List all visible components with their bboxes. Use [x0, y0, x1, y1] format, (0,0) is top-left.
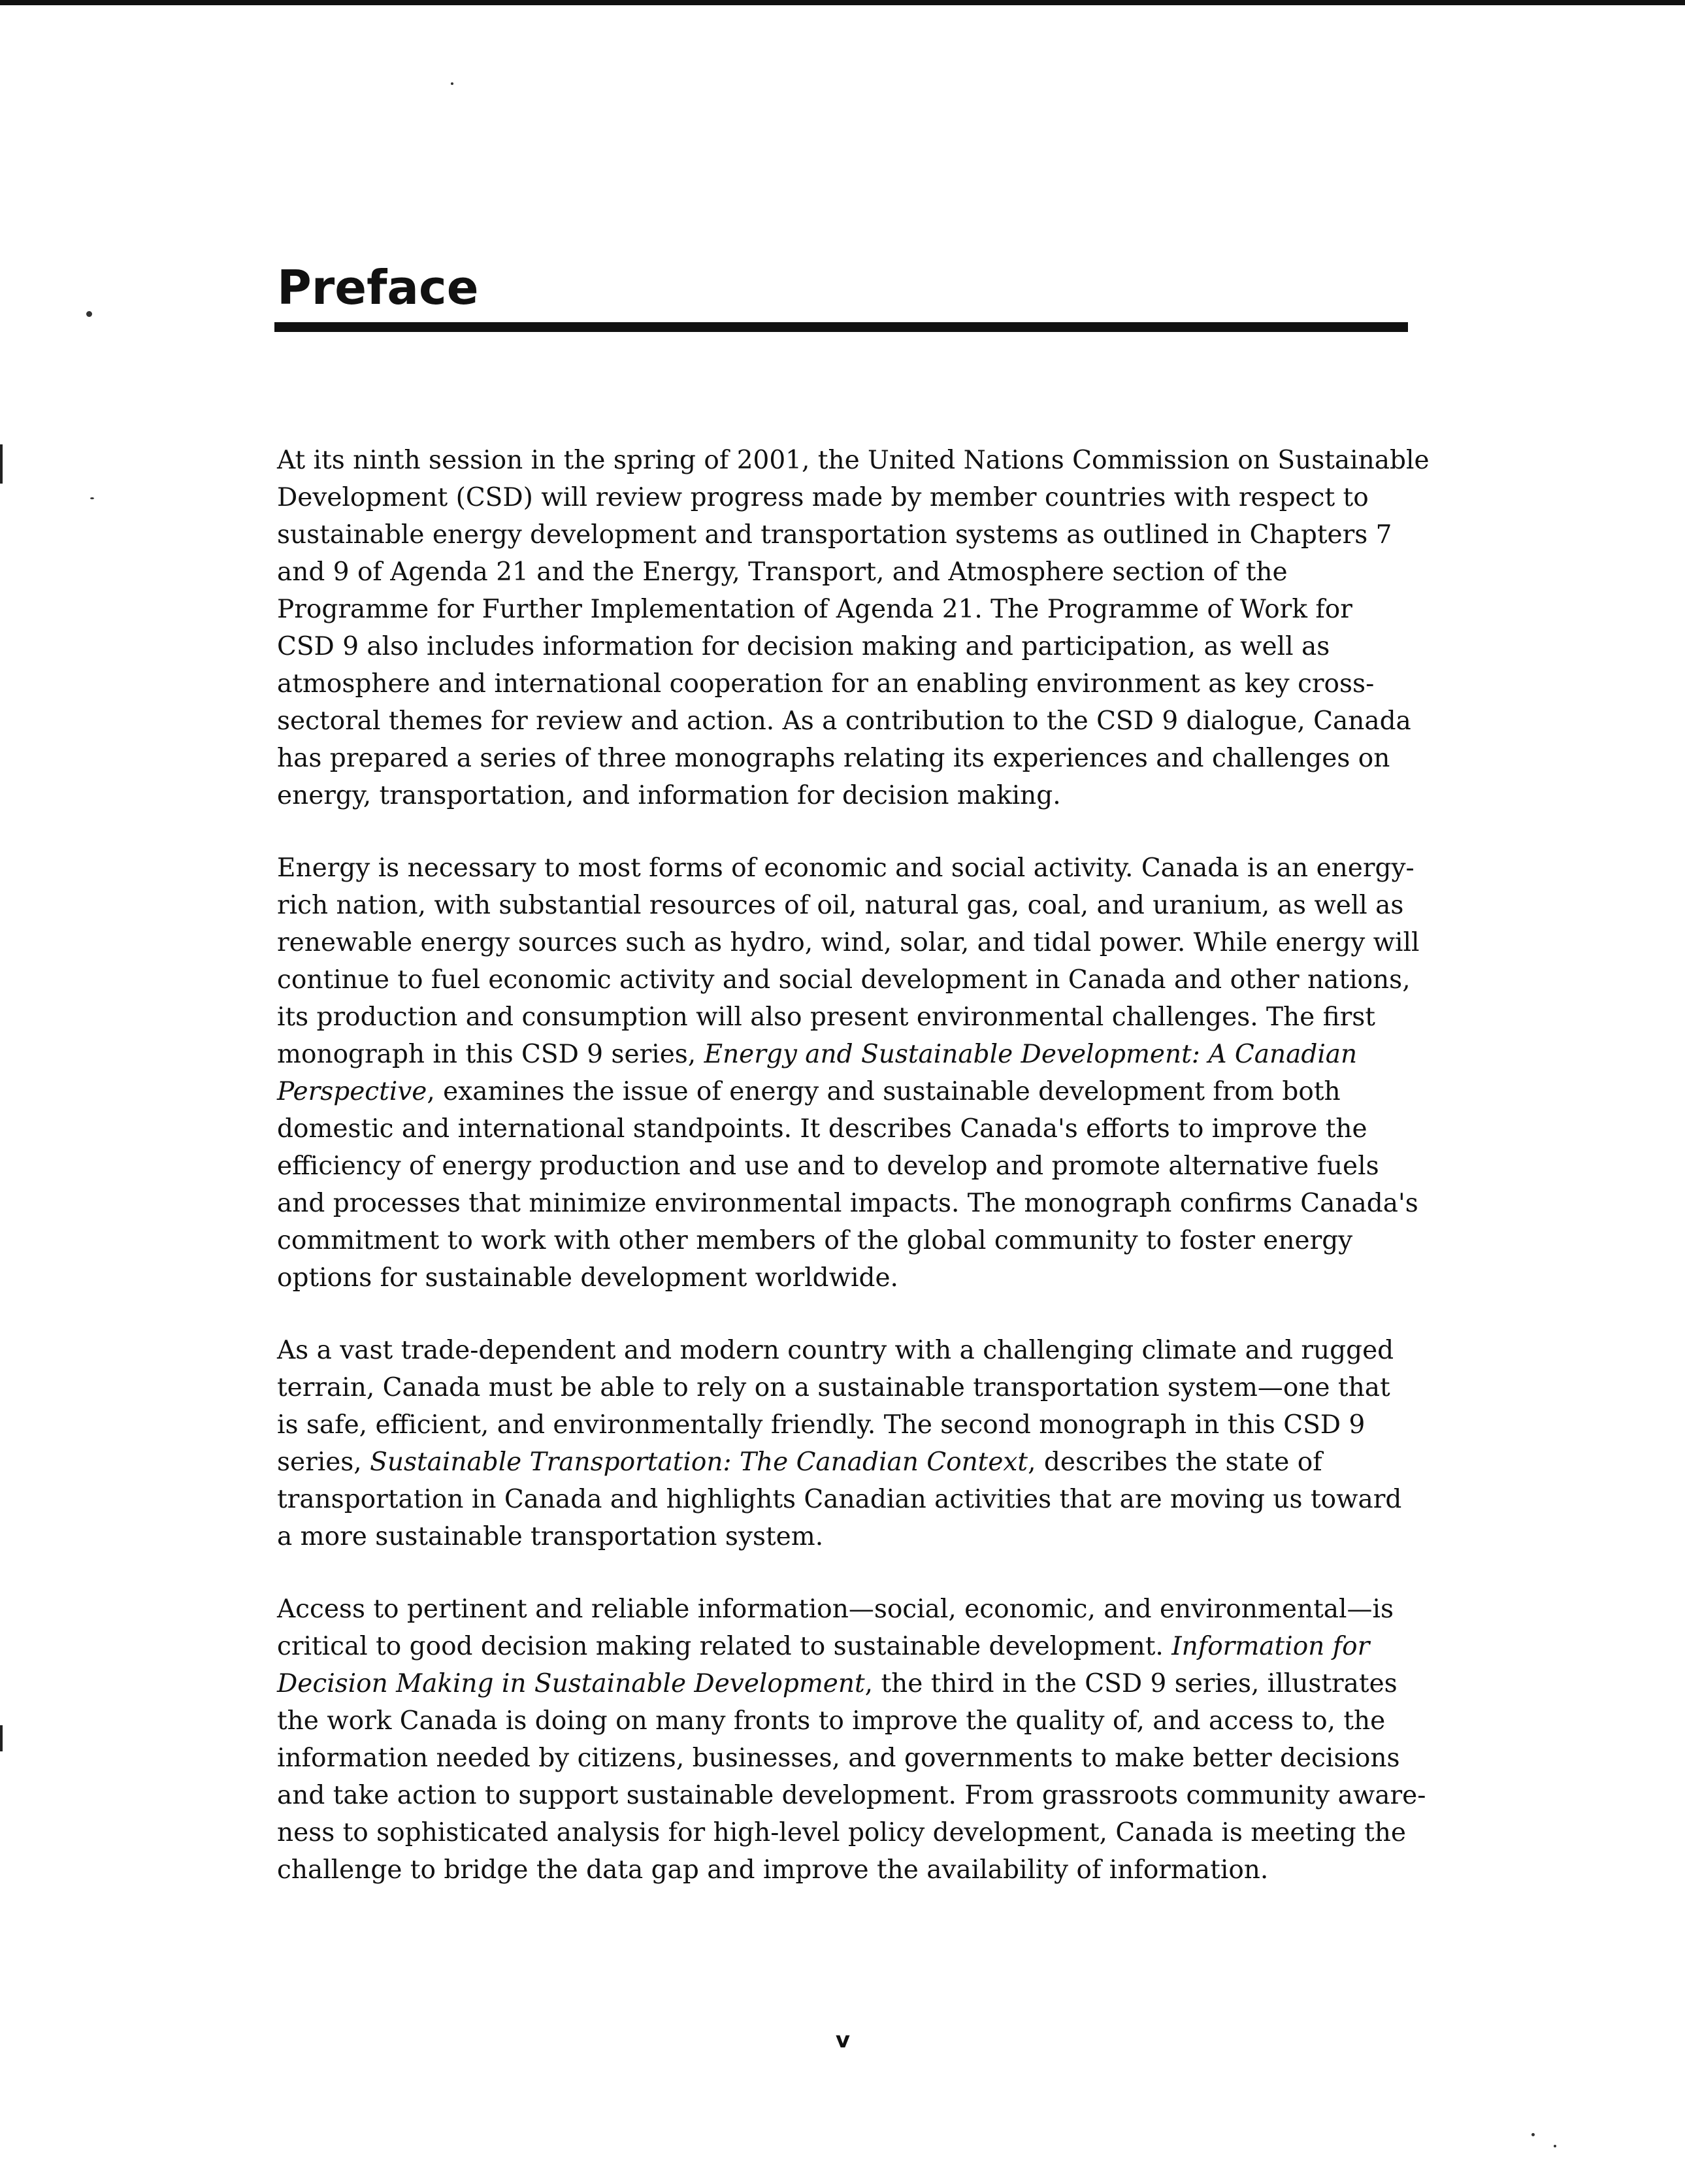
paragraph-3: [277, 1332, 1414, 1555]
text-line: the work Canada is doing on many fronts to improve the quality of, and access to, the: [277, 1706, 1386, 1736]
paragraph-1: [277, 442, 1430, 814]
text-line: continue to fuel economic activity and social development in Canada and other nations,: [277, 965, 1411, 995]
text-line: [277, 1665, 1414, 1702]
monograph-title-energy-cont: Perspective: [277, 1077, 427, 1106]
text-line: challenge to bridge the data gap and improve the availability of information.: [277, 1855, 1269, 1885]
text-line: and processes that minimize environmental impacts. The monograph confirms Canada's: [277, 1189, 1418, 1218]
page-number: v: [835, 2027, 851, 2053]
text-segment: monograph in this CSD 9 series,: [277, 1040, 704, 1069]
scan-speck: [86, 311, 92, 317]
text-line: renewable energy sources such as hydro, wind, solar, and tidal power. While energy will: [277, 928, 1420, 957]
page-heading: Preface: [277, 260, 479, 315]
monograph-title-information-cont: Decision Making in Sustainable Development: [277, 1669, 865, 1698]
body-text: [277, 442, 1430, 1924]
text-line: [277, 1036, 1414, 1073]
text-line: and take action to support sustainable development. From grassroots community aware-: [277, 1781, 1426, 1810]
text-line: ness to sophisticated analysis for high-level policy development, Canada is meeting the: [277, 1818, 1406, 1847]
text-line: efficiency of energy production and use and to develop and promote alternative fuels: [277, 1151, 1379, 1181]
scan-speck: [451, 82, 453, 85]
text-line: atmosphere and international cooperation for an enabling environment as key cross-: [277, 669, 1375, 699]
text-segment: , the third in the CSD 9 series, illustrates: [864, 1669, 1398, 1698]
text-line: [277, 1073, 1414, 1110]
text-line: [277, 1444, 1414, 1481]
text-segment: series,: [277, 1448, 370, 1477]
text-line: sustainable energy development and transportation systems as outlined in Chapters 7: [277, 520, 1392, 550]
text-line: terrain, Canada must be able to rely on a sustainable transportation system—one that: [277, 1373, 1390, 1402]
text-line: information needed by citizens, businesses, and governments to make better decisions: [277, 1744, 1400, 1773]
text-line: and 9 of Agenda 21 and the Energy, Transport, and Atmosphere section of the: [277, 557, 1288, 587]
text-segment: , examines the issue of energy and sustainable development from both: [427, 1077, 1341, 1106]
text-line: has prepared a series of three monographs relating its experiences and challenges on: [277, 744, 1390, 773]
paragraph-4: [277, 1591, 1426, 1889]
scan-top-border: [0, 0, 1685, 5]
text-line: As a vast trade-dependent and modern country with a challenging climate and rugged: [277, 1336, 1394, 1365]
paragraph-2: [277, 850, 1420, 1297]
scan-edge-mark: [0, 444, 3, 484]
text-line: domestic and international standpoints. It describes Canada's efforts to improve the: [277, 1114, 1367, 1144]
text-line: Access to pertinent and reliable information—social, economic, and environmental—is: [277, 1595, 1394, 1624]
text-line: CSD 9 also includes information for decision making and participation, as well as: [277, 632, 1330, 661]
text-line: energy, transportation, and information for decision making.: [277, 781, 1061, 810]
text-segment: , describes the state of: [1028, 1448, 1322, 1477]
text-line: At its ninth session in the spring of 2001, the United Nations Commission on Sustainable: [277, 446, 1430, 475]
text-line: Development (CSD) will review progress made by member countries with respect to: [277, 483, 1369, 512]
text-line: a more sustainable transportation system.: [277, 1522, 824, 1551]
text-line: transportation in Canada and highlights Canadian activities that are moving us toward: [277, 1485, 1402, 1514]
text-line: is safe, efficient, and environmentally friendly. The second monograph in this CSD 9: [277, 1410, 1366, 1440]
scan-speck: [90, 497, 94, 499]
monograph-title-information: Information for: [1171, 1632, 1370, 1661]
text-line: Energy is necessary to most forms of economic and social activity. Canada is an energy-: [277, 853, 1415, 883]
text-line: its production and consumption will also present environmental challenges. The first: [277, 1002, 1375, 1032]
text-line: sectoral themes for review and action. As a contribution to the CSD 9 dialogue, Canada: [277, 706, 1411, 736]
monograph-title-energy: Energy and Sustainable Development: A Canadian: [704, 1040, 1358, 1069]
scan-speck: [1554, 2145, 1556, 2147]
text-segment: critical to good decision making related to sustainable development.: [277, 1632, 1172, 1661]
heading-rule: [274, 322, 1408, 332]
text-line: rich nation, with substantial resources of oil, natural gas, coal, and uranium, as well as: [277, 891, 1404, 920]
text-line: options for sustainable development worldwide.: [277, 1263, 898, 1293]
scan-edge-mark: [0, 1725, 3, 1751]
monograph-title-transportation: Sustainable Transportation: The Canadian Context: [370, 1448, 1028, 1477]
text-line: [277, 1628, 1414, 1665]
scan-speck: [1531, 2133, 1535, 2136]
text-line: Programme for Further Implementation of Agenda 21. The Programme of Work for: [277, 595, 1352, 624]
text-line: commitment to work with other members of the global community to foster energy: [277, 1226, 1353, 1255]
